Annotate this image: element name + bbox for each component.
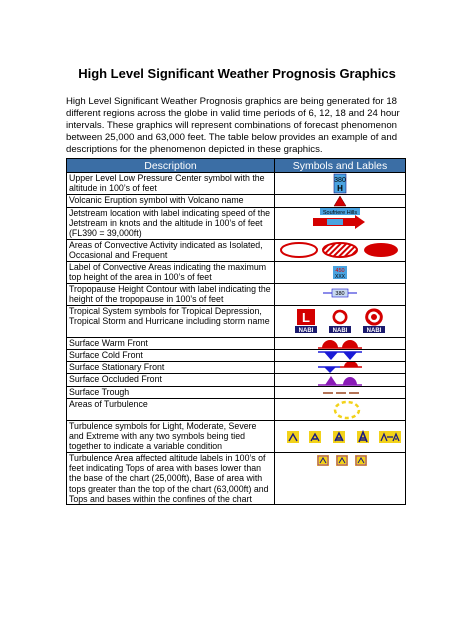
row-symbol (275, 399, 406, 421)
trough-icon (275, 387, 405, 398)
row-symbol (275, 421, 406, 453)
table-row (67, 387, 406, 399)
symbols-header: Symbols and Lables (275, 159, 406, 173)
table-row (67, 350, 406, 362)
description-header: Description (67, 159, 275, 173)
row-description: Surface Occluded Front (67, 374, 275, 387)
row-symbol (275, 173, 406, 195)
row-description: Label of Convective Areas indicating the maximum top height of the area in 100’s of feet (67, 262, 275, 284)
tropopause-contour-icon (275, 284, 405, 305)
table-row (67, 173, 406, 195)
table-header-row (67, 159, 406, 173)
symbols-table (66, 158, 406, 505)
row-description: Areas of Convective Activity indicated as Isolated, Occasional and Frequent (67, 240, 275, 262)
turbulence-intensity-icon (275, 421, 405, 452)
row-description: Areas of Turbulence (67, 399, 275, 421)
table-row (67, 374, 406, 387)
occluded-front-icon (275, 374, 405, 386)
row-symbol (275, 387, 406, 399)
row-description: Upper Level Low Pressure Center symbol with the altitude in 100’s of feet (67, 173, 275, 195)
row-symbol (275, 453, 406, 505)
cold-front-icon (275, 350, 405, 361)
storm-name-1: NABI (298, 328, 314, 334)
turbulence-area-icon (275, 399, 405, 420)
jetstream-arrow-icon (275, 208, 405, 239)
row-description: Tropopause Height Contour with label indicating the height of the tropopause in 100’s of feet (67, 284, 275, 306)
row-symbol (275, 208, 406, 240)
row-symbol (275, 338, 406, 350)
convective-label-icon (275, 262, 405, 283)
table-row (67, 262, 406, 284)
storm-name-3: NABI (366, 328, 382, 334)
svg-text:380: 380 (335, 291, 345, 297)
row-description: Turbulence Area affected altitude labels in 100’s of feet indicating Tops of area with bases lower than the base of the chart (25,000ft), Base of area with tops greater than the top of the chart (63,000ft) and Tops and bases within the confines of the chart (67, 453, 275, 505)
turbulence-altitude-label-icon (275, 453, 405, 479)
row-description: Turbulence symbols for Light, Moderate, Severe and Extreme with any two symbols being tied together to indicate a variable condition (67, 421, 275, 453)
svg-text:XXX: XXX (334, 274, 346, 280)
row-description: Surface Trough (67, 387, 275, 399)
volcano-name: Soufriere Hills (322, 210, 358, 216)
table-row (67, 399, 406, 421)
convective-areas-icon (275, 240, 405, 261)
row-description: Tropical System symbols for Tropical Depression, Tropical Storm and Hurricane including storm name (67, 306, 275, 338)
tropical-system-icon (275, 306, 405, 337)
warm-front-icon (275, 338, 405, 349)
table-row (67, 453, 406, 505)
row-description: Surface Stationary Front (67, 362, 275, 374)
row-description: Volcanic Eruption symbol with Volcano name (67, 195, 275, 208)
table-row (67, 338, 406, 350)
table-row (67, 306, 406, 338)
table-row (67, 240, 406, 262)
svg-text:380: 380 (334, 177, 346, 184)
table-row (67, 284, 406, 306)
row-symbol (275, 195, 406, 208)
row-description: Jetstream location with label indicating speed of the Jetstream in knots and the altitude in 100’s of feet (FL390 = 39,000ft) (67, 208, 275, 240)
row-symbol (275, 350, 406, 362)
page-title: High Level Significant Weather Prognosis Graphics (78, 66, 396, 81)
row-symbol (275, 362, 406, 374)
row-symbol (275, 240, 406, 262)
stationary-front-icon (275, 362, 405, 373)
row-description: Surface Warm Front (67, 338, 275, 350)
table-row (67, 195, 406, 208)
table-row (67, 421, 406, 453)
row-symbol (275, 374, 406, 387)
volcano-icon (275, 195, 405, 207)
row-description: Surface Cold Front (67, 350, 275, 362)
table-row (67, 208, 406, 240)
low-pressure-center-icon (275, 173, 405, 194)
svg-text:450: 450 (335, 268, 345, 274)
low-letter: H (337, 184, 343, 193)
row-symbol (275, 262, 406, 284)
table-row (67, 362, 406, 374)
tropical-letter: L (302, 310, 310, 325)
row-symbol (275, 284, 406, 306)
intro-paragraph: High Level Significant Weather Prognosis graphics are being generated for 18 different regions across the globe in valid time periods of 6, 12, 18 and 24 hour intervals. These graphics will represent combinations of forecast phenomenon between 25,000 and 63,000 feet. The table below provides an example of and descriptions for the phenomenon depicted in these graphics. (66, 96, 400, 155)
storm-name-2: NABI (332, 328, 348, 334)
row-symbol (275, 306, 406, 338)
